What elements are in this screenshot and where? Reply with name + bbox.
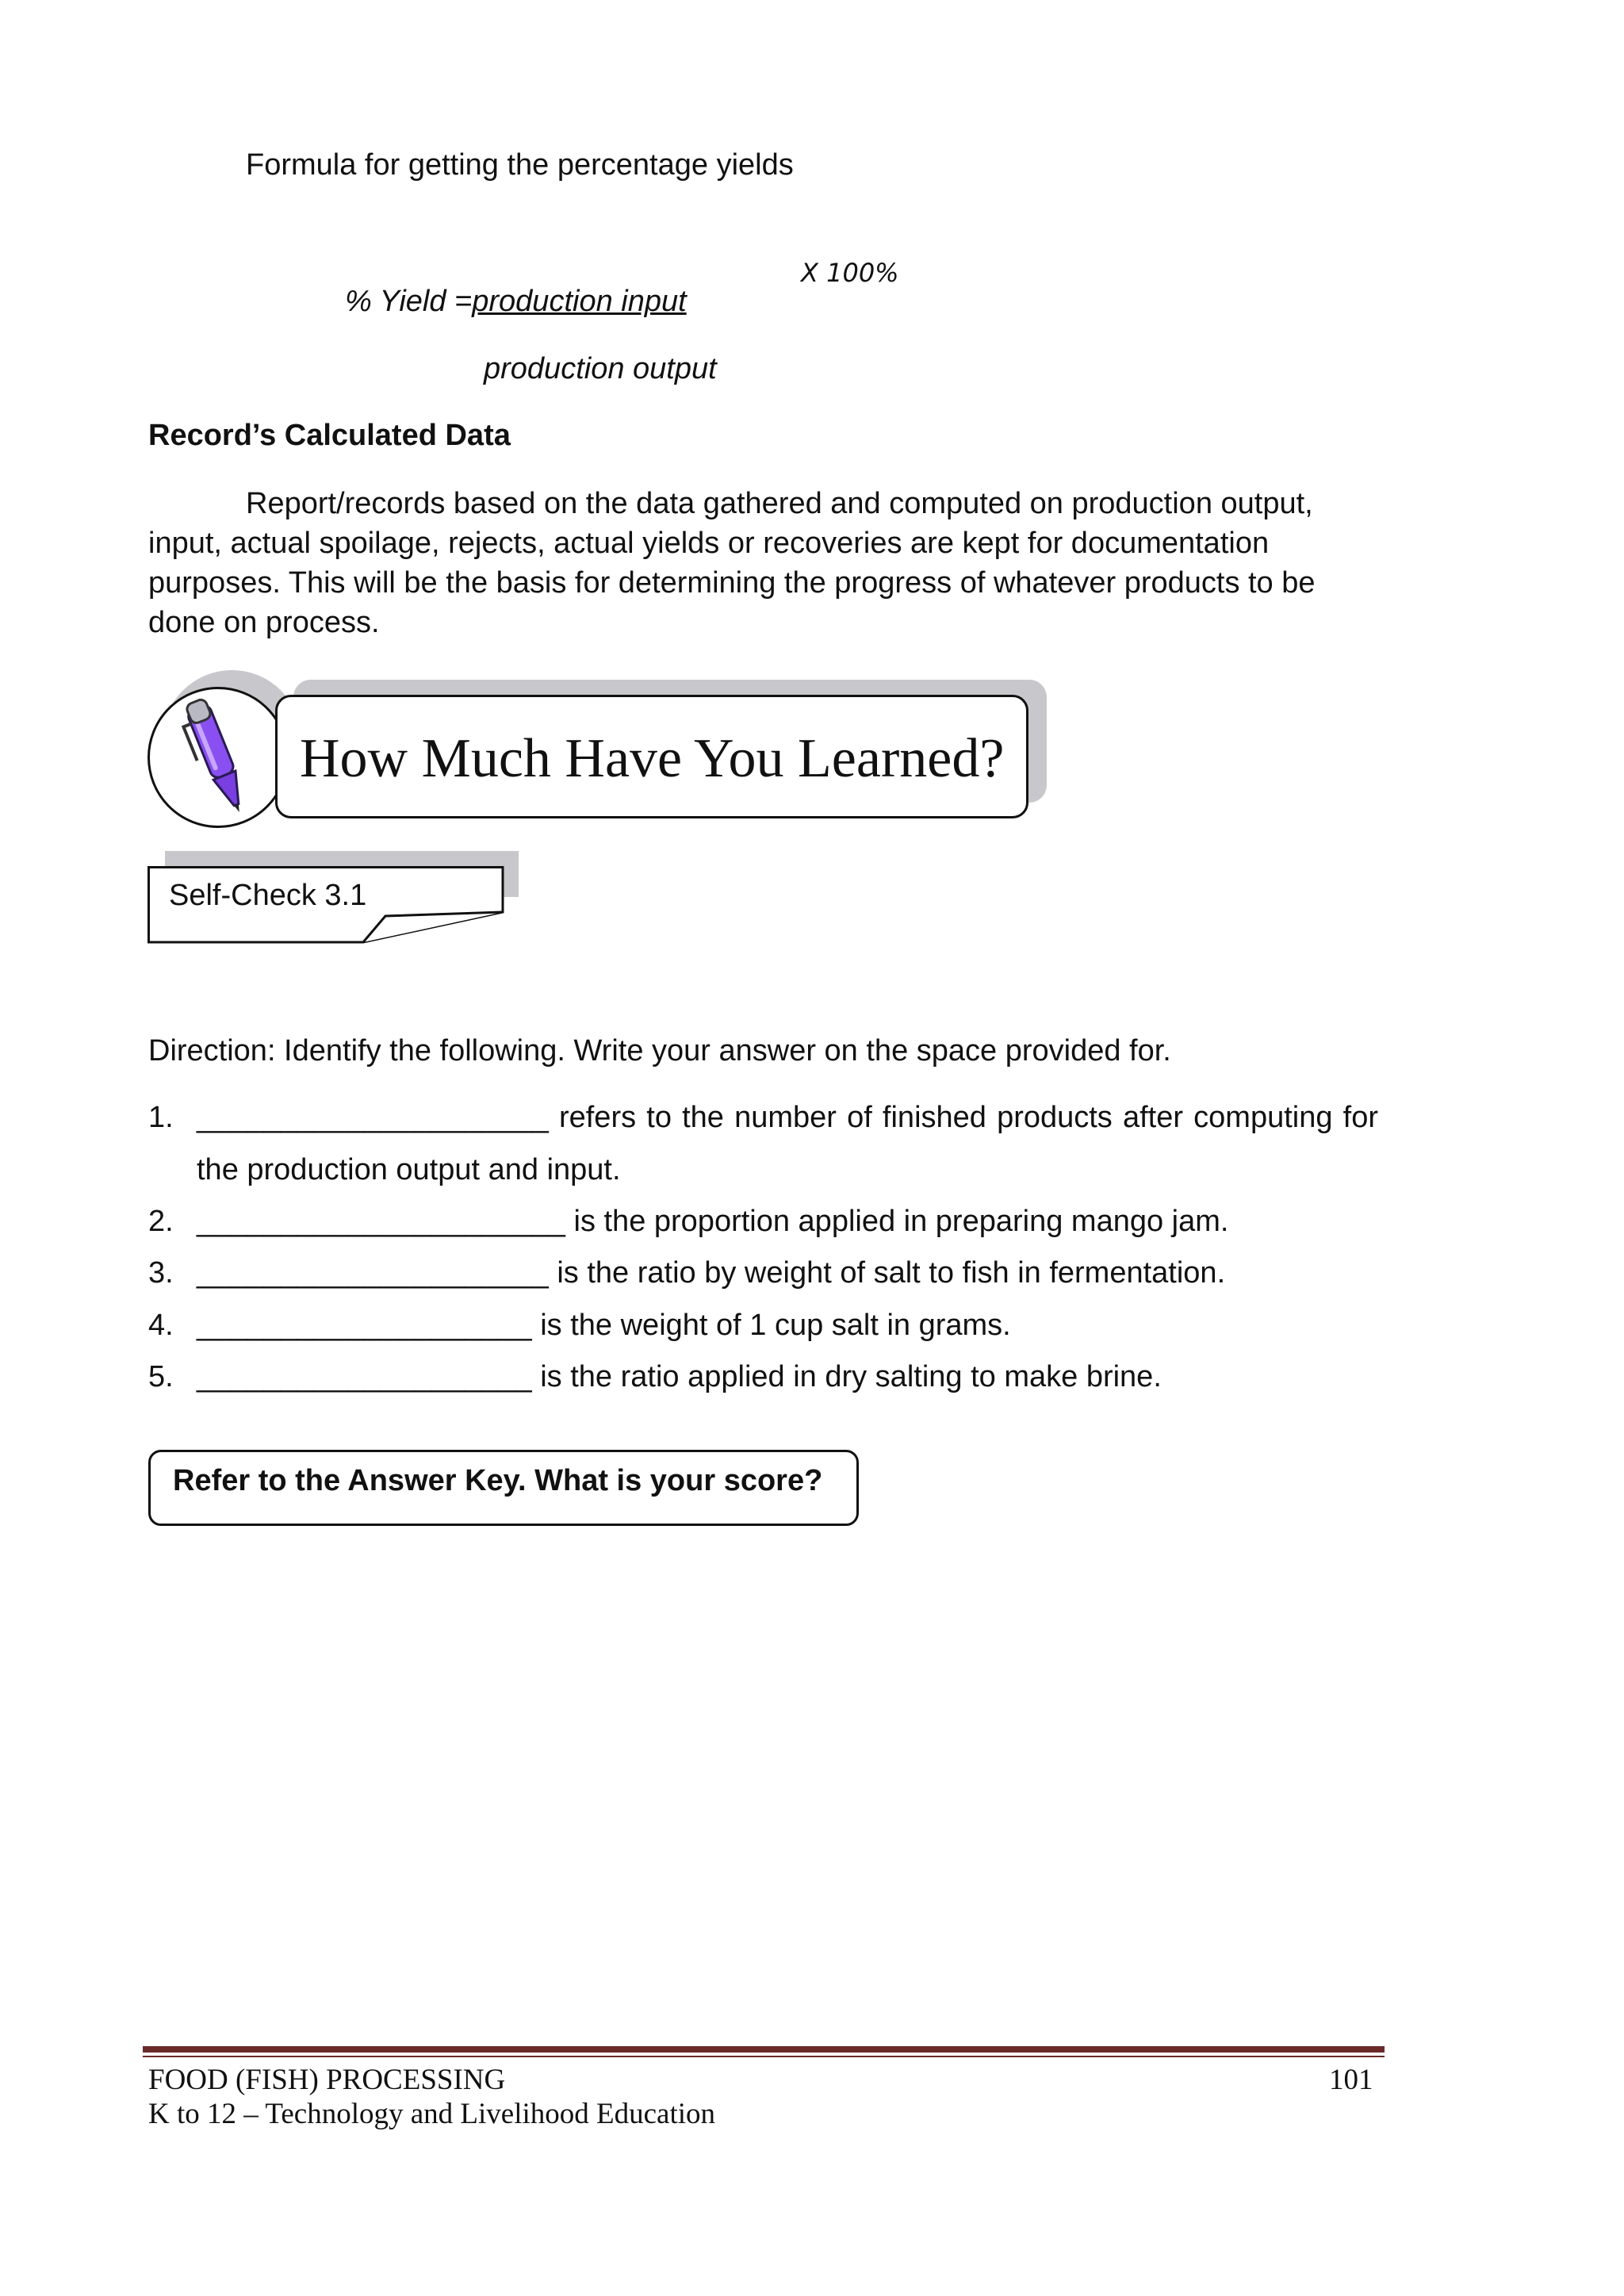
question-1-text: _____________________ refers to the number of finished products after computing for the production output and input. [197,1101,1378,1186]
direction-text: Direction: Identify the following. Write your answer on the space provided for. [148,1034,1171,1068]
records-paragraph [148,484,1385,642]
formula-intro: Formula for getting the percentage yields [246,148,794,182]
question-4-text: ____________________ is the weight of 1 cup salt in grams. [197,1309,1011,1342]
question-number: 1. [148,1101,174,1134]
footer-rule [143,2046,1385,2053]
answer-key-prompt: Refer to the Answer Key. What is your score? [173,1464,823,1497]
pen-icon [150,689,286,826]
formula-equals: = [454,285,473,318]
formula-multiplier: X 100% [801,258,899,288]
footer-program: K to 12 – Technology and Livelihood Education [148,2098,716,2130]
question-3-text: _____________________ is the ratio by weight of salt to fish in fermentation. [197,1256,1226,1290]
question-number: 3. [148,1256,174,1290]
question-5-text: ____________________ is the ratio applied in dry salting to make brine. [197,1360,1162,1393]
question-number: 4. [148,1309,174,1342]
page-number: 101 [1329,2064,1373,2096]
footer-rule-thin [143,2056,1385,2057]
banner-icon-frame [147,687,289,828]
self-check-label: Self-Check 3.1 [169,879,367,912]
formula-numerator: production input [472,285,687,318]
question-number: 5. [148,1360,174,1393]
section-heading: Record’s Calculated Data [148,419,511,452]
banner-title: How Much Have You Learned? [300,728,1005,789]
question-number: 2. [148,1205,174,1238]
formula-denominator: production output [484,352,717,385]
formula-yield-line [345,282,687,321]
question-2-text: ______________________ is the proportion applied in preparing mango jam. [197,1205,1229,1238]
records-body: Report/records based on the data gathered and computed on production output, input, actual spoilage, rejects, actual yields or recoveries are kept for documentation purposes. This will be the basis for determining the progress of whatever products to be done on process. [148,487,1316,639]
formula-lhs: % Yield [345,285,446,318]
footer-subject: FOOD (FISH) PROCESSING [148,2064,506,2096]
